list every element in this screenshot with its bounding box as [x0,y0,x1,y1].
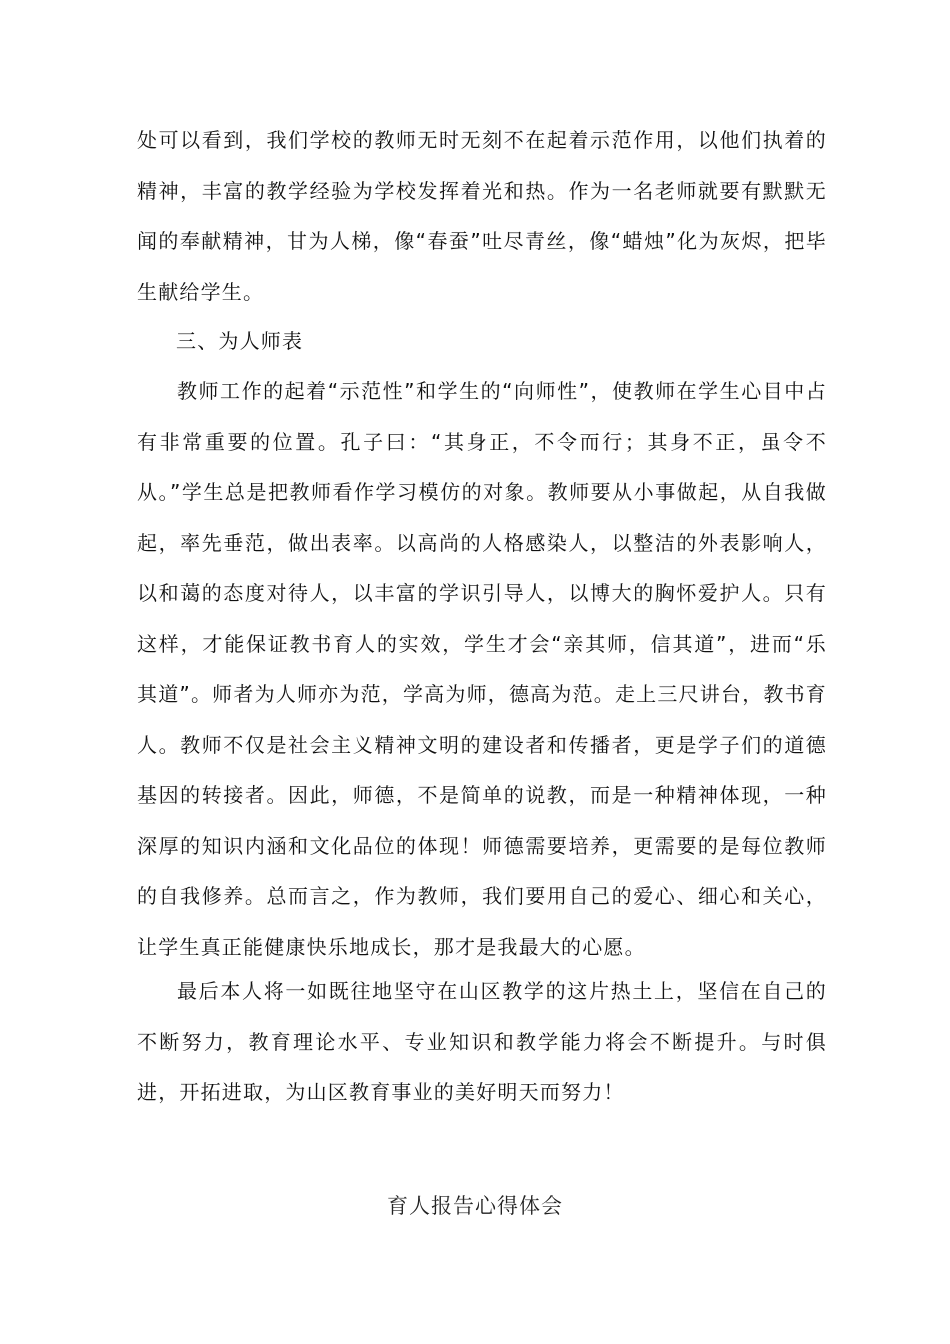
section-heading: 三、为人师表 [176,329,304,353]
next-document-title: 育人报告心得体会 [387,1194,563,1218]
paragraph-continued: 处可以看到，我们学校的教师无时无刻不在起着示范作用，以他们执着的精神，丰富的教学经验为学校发挥着光和热。作为一名老师就要有默默无闻的奉献精神，甘为人梯，像“春蚕”吐尽青丝，像“蜡烛”化为灰烬，把毕生献给学生。 [137,128,827,304]
paragraph-conclusion: 最后本人将一如既往地坚守在山区教学的这片热土上，坚信在自己的不断努力，教育理论水平、专业知识和教学能力将会不断提升。与时俱进，开拓进取，为山区教育事业的美好明天而努力！ [137,979,827,1104]
paragraph-role-model: 教师工作的起着“示范性”和学生的“向师性”，使教师在学生心目中占有非常重要的位置。孔子曰：“其身正，不令而行；其身不正，虽令不从。”学生总是把教师看作学习模仿的对象。教师要从小事做起，从自我做起，率先垂范，做出表率。以高尚的人格感染人，以整洁的外表影响人，以和蔼的态度对待人，以丰富的学识引导人，以博大的胸怀爱护人。只有这样，才能保证教书育人的实效，学生才会“亲其师，信其道”，进而“乐其道”。师者为人师亦为范，学高为师，德高为范。走上三尺讲台，教书育人。教师不仅是社会主义精神文明的建设者和传播者，更是学子们的道德基因的转接者。因此，师德，不是简单的说教，而是一种精神体现，一种深厚的知识内涵和文化品位的体现！师德需要培养，更需要的是每位教师的自我修养。总而言之，作为教师，我们要用自己的爱心、细心和关心，让学生真正能健康快乐地成长，那才是我最大的心愿。 [137,379,827,959]
